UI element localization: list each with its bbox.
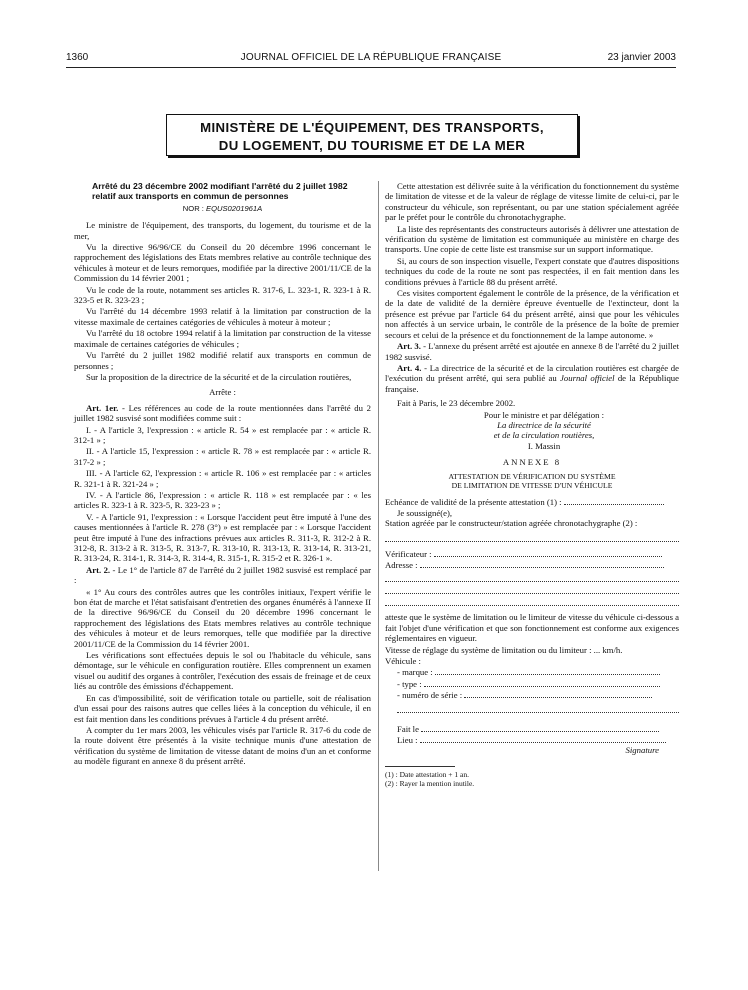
article-3-text: - L'annexe du présent arrêté est ajoutée en annexe 8 de l'arrêté du 2 juillet 1982 susvisé. <box>385 341 679 362</box>
adresse-dots-2 <box>385 570 679 582</box>
marque-field <box>385 666 679 677</box>
visa-paragraph: Vu l'arrêté du 14 décembre 1993 relatif à la limitation par construction de la vitesse maximale de certaines catégories de véhicules à moteur à moteur ; <box>74 306 371 327</box>
station-dots <box>385 530 679 542</box>
visa-paragraph: Vu l'arrêté du 18 octobre 1994 relatif à la limitation par construction de la vitesse maximale de certaines catégories de véhicules ; <box>74 328 371 349</box>
article-4-text: - La directrice de la sécurité et de la circulation routières est chargée de l'exécution du présent arrêté, qui sera publié au <box>385 362 679 384</box>
arrete-heading: Arrête : <box>209 387 236 398</box>
adresse-dots-3 <box>385 582 679 594</box>
adresse-dots-4 <box>385 594 679 606</box>
serie-dots <box>464 689 652 698</box>
ministry-line-2: DU LOGEMENT, DU TOURISME ET DE LA MER <box>218 138 526 153</box>
article-3 <box>385 341 679 362</box>
adresse-dots <box>420 559 664 568</box>
article-2-label: Art. 2. <box>86 564 111 575</box>
article-2-paragraph: A compter du 1er mars 2003, les véhicules visés par l'article R. 317-6 du code de la route doivent être présentés à la visite technique munis d'une attestation de vérification du système de limitation de vitesse datant de moins d'un an et conforme au modèle figurant en annexe 8 du présent arrêté. <box>74 724 371 767</box>
article-4-text-end: de la République française. <box>385 373 679 394</box>
validity-label: Echéance de validité de la présente attestation (1) : <box>385 497 562 508</box>
footnote-1: (1) : Date attestation + 1 an. <box>385 769 469 779</box>
footnote-rule <box>385 766 455 767</box>
article-4 <box>385 363 679 394</box>
lieu-field <box>385 734 679 745</box>
annexe-subtitle <box>385 472 679 491</box>
header-rule <box>66 67 676 68</box>
left-column <box>74 181 371 768</box>
serie-field <box>385 689 679 700</box>
type-dots <box>424 678 660 687</box>
signature-role-1: La directrice de la sécurité <box>497 419 591 430</box>
marque-dots <box>435 666 660 675</box>
ministry-box <box>166 114 578 156</box>
signatory-name: I. Massin <box>527 440 561 451</box>
article-1-item: I. - A l'article 3, l'expression : « article R. 54 » est remplacée par : « article R. 312-1 » ; <box>74 424 371 445</box>
article-2-paragraph: En cas d'impossibilité, soit de vérification totale ou partielle, soit de réalisation d'un essai pour des raisons autres que celles liées à la conception du véhicule, il en est fait mention dans les conditions prévues à l'article 4 du présent arrêté. <box>74 692 371 724</box>
right-column <box>385 181 679 788</box>
validity-dots <box>564 496 664 505</box>
article-2-continued: La liste des représentants des constructeurs autorisés à délivrer une attestation de vérification du système de limitation est communiquée au ministère en charge des transports. Une copie de cette liste est transmise sur un support informatique. <box>385 223 679 255</box>
article-1-label: Art. 1er. <box>86 402 119 413</box>
marque-label: - marque : <box>397 667 433 678</box>
nor-value: EQUS0201961A <box>206 203 263 213</box>
article-2-text: - Le 1° de l'article 87 de l'arrêté du 2 juillet 1982 susvisé est remplacé par : <box>74 564 371 586</box>
adresse-field <box>385 559 679 570</box>
article-1-item: IV. - A l'article 86, l'expression : « article R. 118 » est remplacée par : « les articles R. 323-1 à R. 323-5, R. 323-23 » ; <box>74 489 371 511</box>
ministry-line-1: MINISTÈRE DE L'ÉQUIPEMENT, DES TRANSPORTS, <box>200 120 544 135</box>
type-field <box>385 678 679 689</box>
article-1-item: V. - A l'article 91, l'expression : « Lorsque l'accident peut être imputé à l'une des causes mentionnées à l'article R. 278 (3°) » est remplacée par : « Lorsque l'accident peut être imputé à l'une des infractions prévues aux articles R. 311-3, R. 312-2 à R. 312-8, R. 313-2 à R. 313-5, R. 313-7, R. 313-10, R. 313-13, R. 313-14, R. 313-21, R. 313-24, R. 314-1, R. 314-3, R. 314-4, R. 315-1, R. 315-2 et R. 326-1 ». <box>74 511 371 564</box>
visa-paragraph: Le ministre de l'équipement, des transports, du logement, du tourisme et de la mer, <box>74 220 371 241</box>
footnote-2: (2) : Rayer la mention inutile. <box>385 778 475 788</box>
vehicle-heading: Véhicule : <box>385 656 421 667</box>
page-header <box>66 52 676 68</box>
decree-title: Arrêté du 23 décembre 2002 modifiant l'arrêté du 2 juillet 1982 relatif aux transports en commun de personnes <box>92 181 348 202</box>
signature-block <box>385 410 679 452</box>
article-1 <box>74 403 371 424</box>
fait-label: Fait le <box>397 723 419 734</box>
page-number: 1360 <box>66 52 89 63</box>
article-1-item: II. - A l'article 15, l'expression : « article R. 78 » est remplacée par : « article R. 317-2 » ; <box>74 446 371 467</box>
article-4-label: Art. 4. <box>397 362 422 373</box>
issue-date: 23 janvier 2003 <box>607 52 676 63</box>
signature-for: Pour le ministre et par délégation : <box>483 409 605 420</box>
article-2 <box>74 565 371 586</box>
visa-paragraph: Sur la proposition de la directrice de la sécurité et de la circulation routières, <box>86 371 352 382</box>
visa-paragraph: Vu la directive 96/96/CE du Conseil du 20 décembre 1996 concernant le rapprochement des législations des Etats membres relative au contrôle technique des véhicules à moteur et de leurs remorques, modifiée par la directive 2001/11/CE de la Commission du 14 février 2001 ; <box>74 242 371 284</box>
serie-label: - numéro de série : <box>397 690 463 701</box>
soussigne-line: Je soussigné(e), <box>397 507 453 518</box>
article-3-label: Art. 3. <box>397 341 421 352</box>
type-label: - type : <box>397 678 422 689</box>
article-2-paragraph: « 1° Au cours des contrôles autres que les contrôles initiaux, l'expert vérifie le bon état de marche et l'état satisfaisant d'entretien des organes énumérés à l'annexe II de la directive 96/96/CE du Conseil du 20 décembre 1996 concernant le rapprochement des législations des Etats membres relatives au contrôle technique des véhicules à moteur et de leurs remorques, telle que modifiée par la directive 2001/11/CE de la Commission du 14 février 2001. <box>74 586 371 649</box>
adresse-label: Adresse : <box>385 560 418 570</box>
fait-dots <box>421 723 659 732</box>
signature-text: Signature <box>625 745 659 756</box>
journal-title: JOURNAL OFFICIEL DE LA RÉPUBLIQUE FRANÇAISE <box>240 52 502 63</box>
visa-paragraph: Vu l'arrêté du 2 juillet 1982 modifié relatif aux transports en commun de personnes ; <box>74 350 371 371</box>
signature-label <box>385 745 679 755</box>
journal-officiel-ref: Journal officiel <box>560 373 615 384</box>
signature-role-2: et de la circulation routières, <box>493 430 595 441</box>
verificateur-label: Vérificateur : <box>385 548 432 559</box>
verificateur-dots <box>434 548 662 557</box>
lieu-dots <box>420 734 666 743</box>
done-at: Fait à Paris, le 23 décembre 2002. <box>397 398 516 409</box>
article-2-continued: Si, au cours de son inspection visuelle, l'expert constate que d'autres dispositions techniques du code de la route ne sont pas respectées, il en fait mention dans les conditions prévues à l'article 88 du présent arrêté. <box>385 255 679 287</box>
lieu-label: Lieu : <box>397 735 418 746</box>
article-2-continued: Cette attestation est délivrée suite à la vérification du fonctionnement du système de limitation de vitesse et de la valeur de réglage de vitesse limite de celui-ci, par le constructeur du véhicule, son représentant, ou par une station spécialement agréée par le préfet pour le contrôle du chronotachygraphe. <box>385 181 680 223</box>
annexe-title: ANNEXE 8 <box>502 457 562 468</box>
article-1-item: III. - A l'article 62, l'expression : « article R. 106 » est remplacée par : « articles R. 321-1 à R. 321-24 » ; <box>74 468 371 489</box>
article-2-continued: Ces visites comportent également le contrôle de la présence, de la vérification et de la date de validité de la dernière épreuve éventuelle de l'extincteur, dont la présence est prévue par l'article 64 du présent arrêté, ainsi que pour les véhicules non affectés à un service urbain, le contrôle de la présence de la boîte de premier secours et celui de la présence et du fonctionnement de la lampe autonome. » <box>385 288 679 340</box>
attestation-statement: atteste que le système de limitation ou le limiteur de vitesse du véhicule ci-dessous a fait l'objet d'une vérification et que son fonctionnement est conforme aux exigences réglementaires en vigueur. <box>385 612 679 644</box>
article-2-paragraph: Les vérifications sont effectuées depuis le sol ou l'habitacle du véhicule, sans démontage, sur le véhicule en configuration routière. Elles comprennent un examen visuel ou auditif des organes à contrôler, l'exécution des essais de freinage et de ceux liés au contrôle des émissions d'échappement. <box>74 650 371 692</box>
annexe-subtitle-1: ATTESTATION DE VÉRIFICATION DU SYSTÈME <box>448 471 616 481</box>
nor-label: NOR : <box>182 203 204 213</box>
validity-field <box>385 496 679 507</box>
fait-field <box>385 723 679 734</box>
annexe-subtitle-2: DE LIMITATION DE VITESSE D'UN VÉHICULE <box>451 480 613 490</box>
column-divider <box>378 181 379 871</box>
verificateur-field <box>385 548 679 559</box>
article-1-text: - Les références au code de la route mentionnées dans l'arrêté du 2 juillet 1982 susvisé sont modifiées comme suit : <box>74 402 372 424</box>
vehicle-dots <box>397 701 679 713</box>
speed-setting: Vitesse de réglage du système de limitation ou du limiteur : ... km/h. <box>385 644 623 655</box>
station-field: Station agréée par le constructeur/station agréée chronotachygraphe (2) : <box>385 518 638 529</box>
nor-reference <box>74 204 371 214</box>
visa-paragraph: Vu le code de la route, notamment ses articles R. 317-6, L. 323-1, R. 323-1 à R. 323-5 et R. 323-23 ; <box>74 284 371 306</box>
